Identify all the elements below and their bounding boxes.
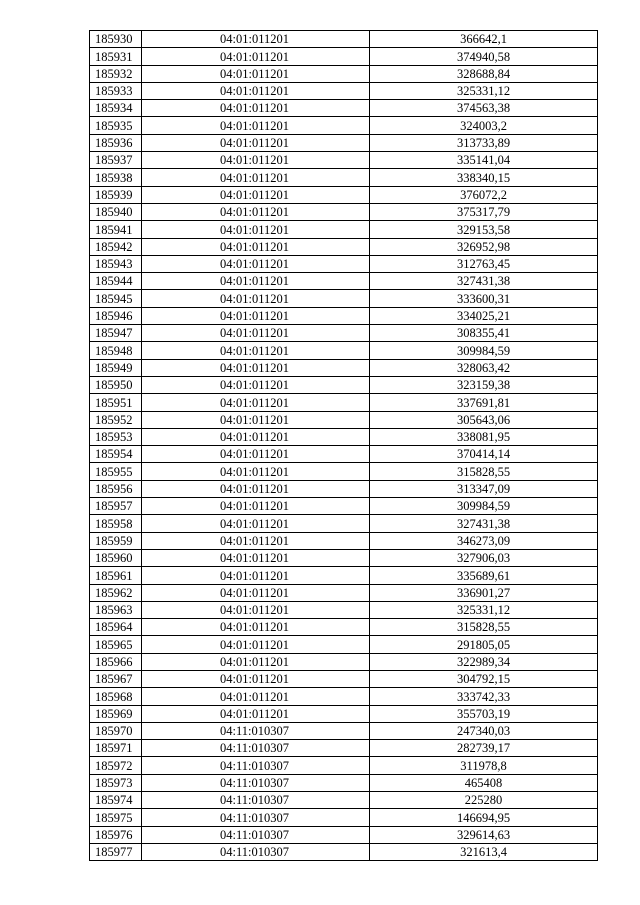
- cadastral-code-cell: 04:01:011201: [142, 221, 370, 238]
- cadastral-code-cell: 04:11:010307: [142, 826, 370, 843]
- amount-cell: 325331,12: [370, 601, 598, 618]
- table-row: [90, 65, 598, 82]
- row-number-cell: 185975: [90, 809, 142, 826]
- row-number-cell: 185962: [90, 584, 142, 601]
- amount-cell: 309984,59: [370, 498, 598, 515]
- amount-cell: 355703,19: [370, 705, 598, 722]
- amount-cell: 309984,59: [370, 342, 598, 359]
- cadastral-code-cell: 04:01:011201: [142, 31, 370, 48]
- cadastral-code-cell: 04:01:011201: [142, 376, 370, 393]
- table-row: [90, 238, 598, 255]
- row-number-cell: 185944: [90, 273, 142, 290]
- row-number-cell: 185932: [90, 65, 142, 82]
- amount-cell: 338340,15: [370, 169, 598, 186]
- amount-cell: 327431,38: [370, 515, 598, 532]
- cadastral-code-cell: 04:01:011201: [142, 238, 370, 255]
- cadastral-code-cell: 04:01:011201: [142, 255, 370, 272]
- cadastral-code-cell: 04:01:011201: [142, 480, 370, 497]
- row-number-cell: 185956: [90, 480, 142, 497]
- amount-cell: 335689,61: [370, 567, 598, 584]
- amount-cell: 327431,38: [370, 273, 598, 290]
- table-row: [90, 549, 598, 566]
- amount-cell: 328063,42: [370, 359, 598, 376]
- row-number-cell: 185961: [90, 567, 142, 584]
- table-row: [90, 498, 598, 515]
- row-number-cell: 185971: [90, 740, 142, 757]
- cadastral-code-cell: 04:11:010307: [142, 757, 370, 774]
- table-row: [90, 359, 598, 376]
- row-number-cell: 185949: [90, 359, 142, 376]
- table-row: [90, 411, 598, 428]
- table-row: [90, 774, 598, 791]
- cadastral-code-cell: 04:01:011201: [142, 636, 370, 653]
- amount-cell: 465408: [370, 774, 598, 791]
- amount-cell: 305643,06: [370, 411, 598, 428]
- amount-cell: 376072,2: [370, 186, 598, 203]
- amount-cell: 146694,95: [370, 809, 598, 826]
- cadastral-code-cell: 04:01:011201: [142, 82, 370, 99]
- row-number-cell: 185966: [90, 653, 142, 670]
- row-number-cell: 185934: [90, 100, 142, 117]
- cadastral-code-cell: 04:11:010307: [142, 843, 370, 860]
- amount-cell: 335141,04: [370, 152, 598, 169]
- amount-cell: 315828,55: [370, 463, 598, 480]
- row-number-cell: 185946: [90, 307, 142, 324]
- row-number-cell: 185933: [90, 82, 142, 99]
- cadastral-code-cell: 04:11:010307: [142, 722, 370, 739]
- amount-cell: 370414,14: [370, 446, 598, 463]
- amount-cell: 346273,09: [370, 532, 598, 549]
- table-row: [90, 82, 598, 99]
- amount-cell: 311978,8: [370, 757, 598, 774]
- table-row: [90, 515, 598, 532]
- amount-cell: 336901,27: [370, 584, 598, 601]
- amount-cell: 328688,84: [370, 65, 598, 82]
- cadastral-code-cell: 04:01:011201: [142, 65, 370, 82]
- cadastral-code-cell: 04:01:011201: [142, 532, 370, 549]
- table-row: [90, 653, 598, 670]
- row-number-cell: 185959: [90, 532, 142, 549]
- table-row: [90, 670, 598, 687]
- cadastral-code-cell: 04:01:011201: [142, 186, 370, 203]
- table-row: [90, 826, 598, 843]
- table-row: [90, 394, 598, 411]
- table-row: [90, 48, 598, 65]
- cadastral-code-cell: 04:01:011201: [142, 446, 370, 463]
- table-row: [90, 342, 598, 359]
- row-number-cell: 185976: [90, 826, 142, 843]
- table-row: [90, 480, 598, 497]
- cadastral-code-cell: 04:01:011201: [142, 601, 370, 618]
- row-number-cell: 185953: [90, 428, 142, 445]
- amount-cell: 337691,81: [370, 394, 598, 411]
- row-number-cell: 185972: [90, 757, 142, 774]
- table-row: [90, 117, 598, 134]
- table-row: [90, 584, 598, 601]
- cadastral-code-cell: 04:01:011201: [142, 307, 370, 324]
- amount-cell: 325331,12: [370, 82, 598, 99]
- table-row: [90, 740, 598, 757]
- cadastral-code-cell: 04:01:011201: [142, 584, 370, 601]
- cadastral-code-cell: 04:01:011201: [142, 705, 370, 722]
- row-number-cell: 185942: [90, 238, 142, 255]
- cadastral-code-cell: 04:01:011201: [142, 619, 370, 636]
- cadastral-code-cell: 04:01:011201: [142, 203, 370, 220]
- row-number-cell: 185931: [90, 48, 142, 65]
- cadastral-code-cell: 04:01:011201: [142, 428, 370, 445]
- table-row: [90, 169, 598, 186]
- amount-cell: 374563,38: [370, 100, 598, 117]
- cadastral-code-cell: 04:11:010307: [142, 809, 370, 826]
- table-row: [90, 705, 598, 722]
- cadastral-code-cell: 04:01:011201: [142, 169, 370, 186]
- table-body: [90, 31, 598, 861]
- cadastral-code-cell: 04:01:011201: [142, 498, 370, 515]
- row-number-cell: 185938: [90, 169, 142, 186]
- table-row: [90, 290, 598, 307]
- cadastral-code-cell: 04:01:011201: [142, 48, 370, 65]
- cadastral-code-cell: 04:01:011201: [142, 549, 370, 566]
- table-row: [90, 325, 598, 342]
- amount-cell: 291805,05: [370, 636, 598, 653]
- table-row: [90, 152, 598, 169]
- data-table: [89, 30, 598, 861]
- amount-cell: 321613,4: [370, 843, 598, 860]
- amount-cell: 315828,55: [370, 619, 598, 636]
- table-row: [90, 722, 598, 739]
- amount-cell: 338081,95: [370, 428, 598, 445]
- cadastral-code-cell: 04:01:011201: [142, 100, 370, 117]
- row-number-cell: 185935: [90, 117, 142, 134]
- table-row: [90, 31, 598, 48]
- cadastral-code-cell: 04:11:010307: [142, 740, 370, 757]
- amount-cell: 375317,79: [370, 203, 598, 220]
- table-row: [90, 532, 598, 549]
- cadastral-code-cell: 04:01:011201: [142, 515, 370, 532]
- table-row: [90, 601, 598, 618]
- cadastral-code-cell: 04:11:010307: [142, 792, 370, 809]
- row-number-cell: 185969: [90, 705, 142, 722]
- amount-cell: 225280: [370, 792, 598, 809]
- cadastral-code-cell: 04:01:011201: [142, 670, 370, 687]
- table-row: [90, 619, 598, 636]
- amount-cell: 329614,63: [370, 826, 598, 843]
- table-row: [90, 203, 598, 220]
- amount-cell: 308355,41: [370, 325, 598, 342]
- table-row: [90, 186, 598, 203]
- row-number-cell: 185940: [90, 203, 142, 220]
- cadastral-code-cell: 04:01:011201: [142, 290, 370, 307]
- table-row: [90, 100, 598, 117]
- row-number-cell: 185958: [90, 515, 142, 532]
- row-number-cell: 185947: [90, 325, 142, 342]
- row-number-cell: 185973: [90, 774, 142, 791]
- row-number-cell: 185957: [90, 498, 142, 515]
- row-number-cell: 185955: [90, 463, 142, 480]
- row-number-cell: 185936: [90, 134, 142, 151]
- amount-cell: 374940,58: [370, 48, 598, 65]
- table-row: [90, 376, 598, 393]
- table-row: [90, 307, 598, 324]
- row-number-cell: 185974: [90, 792, 142, 809]
- row-number-cell: 185970: [90, 722, 142, 739]
- amount-cell: 322989,34: [370, 653, 598, 670]
- cadastral-code-cell: 04:01:011201: [142, 463, 370, 480]
- row-number-cell: 185951: [90, 394, 142, 411]
- row-number-cell: 185948: [90, 342, 142, 359]
- cadastral-code-cell: 04:01:011201: [142, 567, 370, 584]
- amount-cell: 329153,58: [370, 221, 598, 238]
- cadastral-code-cell: 04:01:011201: [142, 325, 370, 342]
- amount-cell: 304792,15: [370, 670, 598, 687]
- table-row: [90, 134, 598, 151]
- row-number-cell: 185937: [90, 152, 142, 169]
- table-row: [90, 809, 598, 826]
- cadastral-code-cell: 04:01:011201: [142, 688, 370, 705]
- row-number-cell: 185968: [90, 688, 142, 705]
- table-row: [90, 221, 598, 238]
- amount-cell: 366642,1: [370, 31, 598, 48]
- table-row: [90, 636, 598, 653]
- amount-cell: 312763,45: [370, 255, 598, 272]
- row-number-cell: 185930: [90, 31, 142, 48]
- table-row: [90, 688, 598, 705]
- cadastral-code-cell: 04:01:011201: [142, 134, 370, 151]
- amount-cell: 326952,98: [370, 238, 598, 255]
- row-number-cell: 185965: [90, 636, 142, 653]
- table-row: [90, 463, 598, 480]
- cadastral-code-cell: 04:11:010307: [142, 774, 370, 791]
- table-row: [90, 792, 598, 809]
- row-number-cell: 185950: [90, 376, 142, 393]
- cadastral-code-cell: 04:01:011201: [142, 394, 370, 411]
- row-number-cell: 185941: [90, 221, 142, 238]
- table-row: [90, 255, 598, 272]
- row-number-cell: 185967: [90, 670, 142, 687]
- row-number-cell: 185963: [90, 601, 142, 618]
- cadastral-code-cell: 04:01:011201: [142, 117, 370, 134]
- table-row: [90, 757, 598, 774]
- amount-cell: 313347,09: [370, 480, 598, 497]
- cadastral-code-cell: 04:01:011201: [142, 273, 370, 290]
- table-row: [90, 428, 598, 445]
- amount-cell: 324003,2: [370, 117, 598, 134]
- table-row: [90, 567, 598, 584]
- row-number-cell: 185954: [90, 446, 142, 463]
- cadastral-code-cell: 04:01:011201: [142, 653, 370, 670]
- amount-cell: 334025,21: [370, 307, 598, 324]
- cadastral-code-cell: 04:01:011201: [142, 411, 370, 428]
- row-number-cell: 185952: [90, 411, 142, 428]
- table-row: [90, 273, 598, 290]
- amount-cell: 313733,89: [370, 134, 598, 151]
- table-row: [90, 446, 598, 463]
- row-number-cell: 185964: [90, 619, 142, 636]
- amount-cell: 247340,03: [370, 722, 598, 739]
- row-number-cell: 185977: [90, 843, 142, 860]
- amount-cell: 333742,33: [370, 688, 598, 705]
- cadastral-code-cell: 04:01:011201: [142, 359, 370, 376]
- row-number-cell: 185939: [90, 186, 142, 203]
- amount-cell: 323159,38: [370, 376, 598, 393]
- cadastral-code-cell: 04:01:011201: [142, 342, 370, 359]
- amount-cell: 333600,31: [370, 290, 598, 307]
- cadastral-code-cell: 04:01:011201: [142, 152, 370, 169]
- row-number-cell: 185943: [90, 255, 142, 272]
- amount-cell: 282739,17: [370, 740, 598, 757]
- row-number-cell: 185960: [90, 549, 142, 566]
- table-row: [90, 843, 598, 860]
- row-number-cell: 185945: [90, 290, 142, 307]
- amount-cell: 327906,03: [370, 549, 598, 566]
